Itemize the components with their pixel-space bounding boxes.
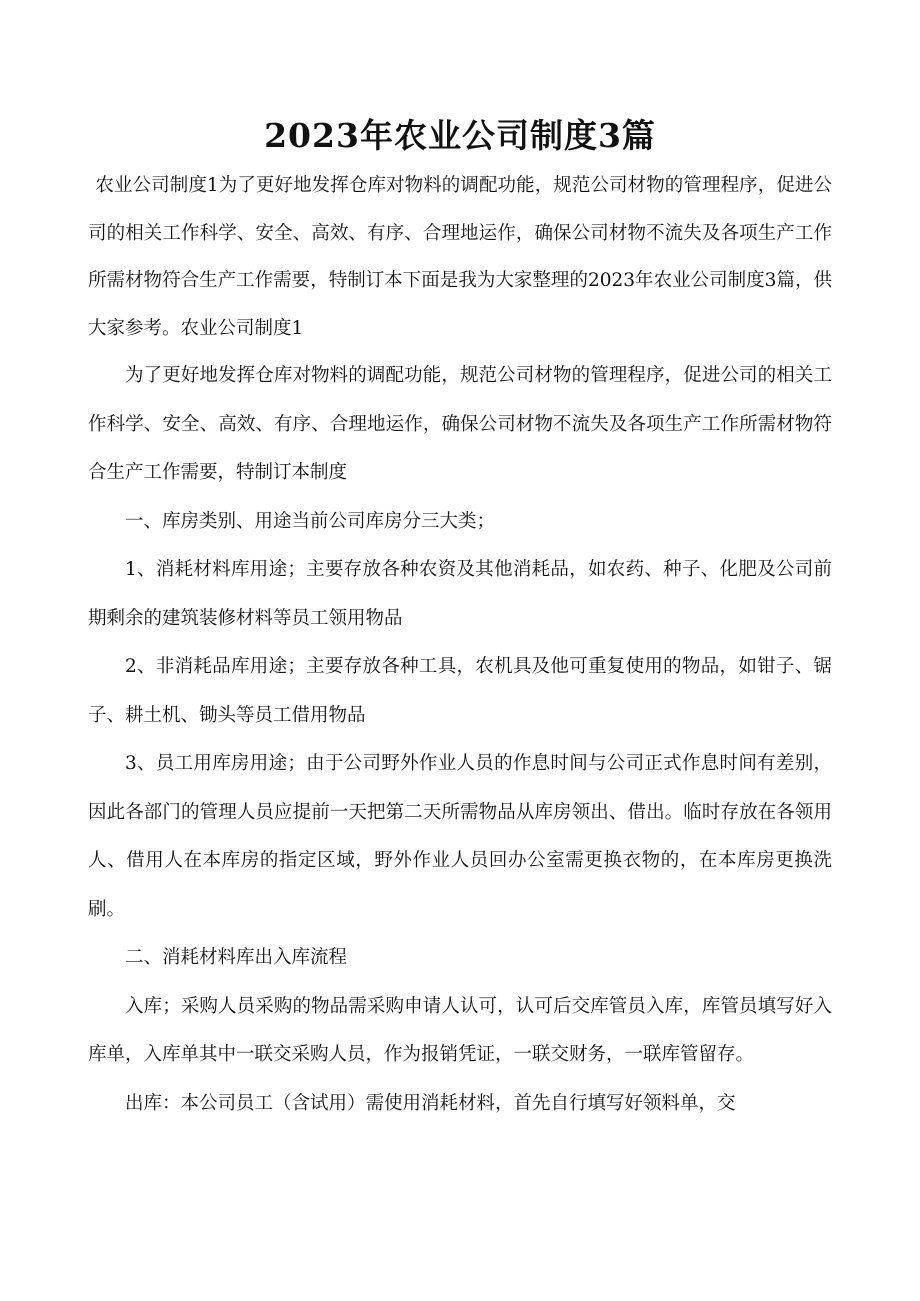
paragraph-outbound: 出库：本公司员工（含试用）需使用消耗材料，首先自行填写好领料单，交 — [125, 1092, 736, 1114]
paragraph-purpose: 为了更好地发挥仓库对物料的调配功能，规范公司材物的管理程序，促进公司的相关工作科学、安全、高效、有序、合理地运作，确保公司材物不流失及各项生产工作所需材物符合生产工作需要，特制订本制度 — [88, 365, 832, 483]
paragraph-inbound: 入库；采购人员采购的物品需采购申请人认可，认可后交库管员入库，库管员填写好入库单，入库单其中一联交采购人员，作为报销凭证，一联交财务，一联库管留存。 — [88, 995, 832, 1065]
document-title: 2023年农业公司制度3篇 — [264, 116, 656, 155]
section-heading-inout-process: 二、消耗材料库出入库流程 — [125, 947, 348, 968]
section-heading-storage-types: 一、库房类别、用途当前公司库房分三大类； — [125, 510, 496, 532]
paragraph-consumables-storage: 1、消耗材料库用途；主要存放各种农资及其他消耗品，如农药、种子、化肥及公司前期剩余的建筑装修材料等员工领用物品 — [88, 559, 832, 629]
document-body — [88, 162, 832, 1128]
paragraph-intro: 农业公司制度1为了更好地发挥仓库对物料的调配功能，规范公司材物的管理程序，促进公司的相关工作科学、安全、高效、有序、合理地运作，确保公司材物不流失及各项生产工作所需材物符合生产工作需要，特制订本下面是我为大家整理的2023年农业公司制度3篇，供大家参考。农业公司制度1 — [88, 175, 832, 339]
paragraph-non-consumables-storage: 2、非消耗品库用途；主要存放各种工具，农机具及他可重复使用的物品，如钳子、锯子、耕土机、锄头等员工借用物品 — [88, 656, 832, 726]
paragraph-staff-storage: 3、员工用库房用途；由于公司野外作业人员的作息时间与公司正式作息时间有差别，因此各部门的管理人员应提前一天把第二天所需物品从库房领出、借出。临时存放在各领用人、借用人在本库房的指定区域，野外作业人员回办公室需更换衣物的，在本库房更换洗刷。 — [88, 753, 832, 920]
